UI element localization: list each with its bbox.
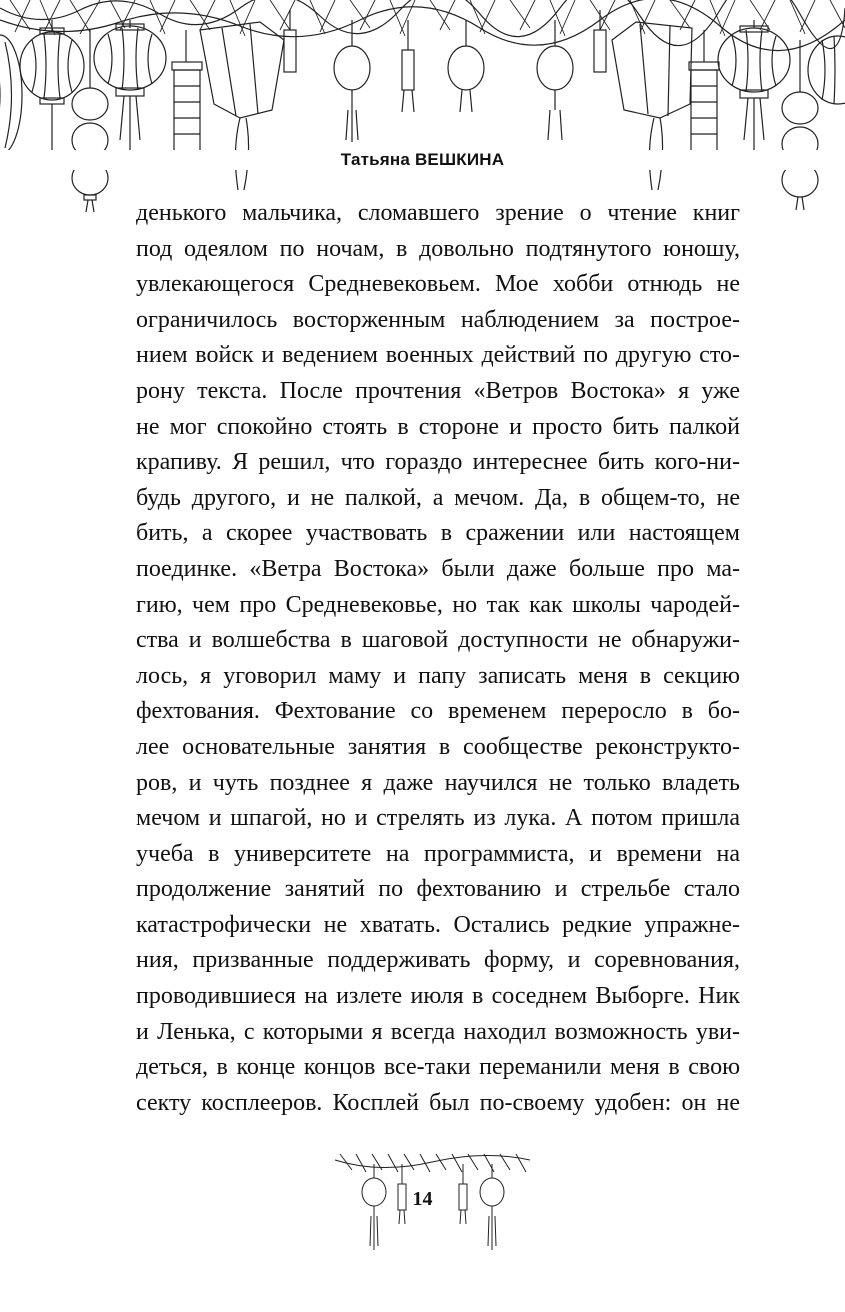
text-line: нием войск и ведением военных действий по другую сто- <box>136 342 740 369</box>
text-line: проводившиеся на излете июля в соседнем Выборге. Ник <box>136 983 740 1010</box>
text-line: ства и волшебства в шаговой доступности не обнаружи- <box>136 627 740 654</box>
text-line: увлекающегося Средневековьем. Мое хобби отнюдь не <box>136 271 740 298</box>
text-line: денького мальчика, сломавшего зрение о чтение книг <box>136 200 740 226</box>
text-line: деться, в конце концов все-таки переманили меня в свою <box>136 1054 740 1081</box>
text-line: учеба в университете на программиста, и времени на <box>136 840 740 867</box>
text-line: будь другого, и не палкой, а мечом. Да, в общем-то, не <box>136 484 740 511</box>
text-line: поединке. «Ветра Востока» были даже больше про ма- <box>136 555 740 582</box>
text-line: ния, призванные поддерживать форму, и соревнования, <box>136 947 740 974</box>
text-line: крапиву. Я решил, что гораздо интереснее бить кого-ни- <box>136 449 740 476</box>
running-head-text: Татьяна ВЕШКИНА <box>335 148 510 171</box>
text-line: под одеялом по ночам, в довольно подтянутого юношу, <box>136 235 740 262</box>
lantern-garland-illustration <box>0 0 845 215</box>
text-line: рону текста. После прочтения «Ветров Востока» я уже <box>136 377 740 404</box>
running-head <box>0 150 845 170</box>
text-line: фехтования. Фехтование со временем переросло в бо- <box>136 698 740 725</box>
text-line: бить, а скорее участвовать в сражении или настоящем <box>136 520 740 547</box>
text-line: гию, чем про Средневековье, но так как школы чародей- <box>136 591 740 618</box>
text-line: катастрофически не хватать. Остались редкие упражне- <box>136 911 740 938</box>
text-line: лее основательные занятия в сообществе реконструкто- <box>136 733 740 760</box>
text-line: ров, и чуть позднее я даже научился не только владеть <box>136 769 740 796</box>
text-line: продолжение занятий по фехтованию и стрельбе стало <box>136 876 740 903</box>
text-line: секту косплееров. Косплей был по-своему удобен: он не <box>136 1089 740 1116</box>
text-line: не мог спокойно стоять в стороне и просто бить палкой <box>136 413 740 440</box>
text-line: ограничилось восторженным наблюдением за построе- <box>136 306 740 333</box>
text-line: лось, я уговорил маму и папу записать меня в секцию <box>136 662 740 689</box>
page-number: 14 <box>412 1188 433 1210</box>
text-line: мечом и шпагой, но и стрелять из лука. А потом пришла <box>136 805 740 832</box>
text-line: и Ленька, с которыми я всегда находил возможность уви- <box>136 1018 740 1045</box>
body-text <box>136 196 740 1121</box>
